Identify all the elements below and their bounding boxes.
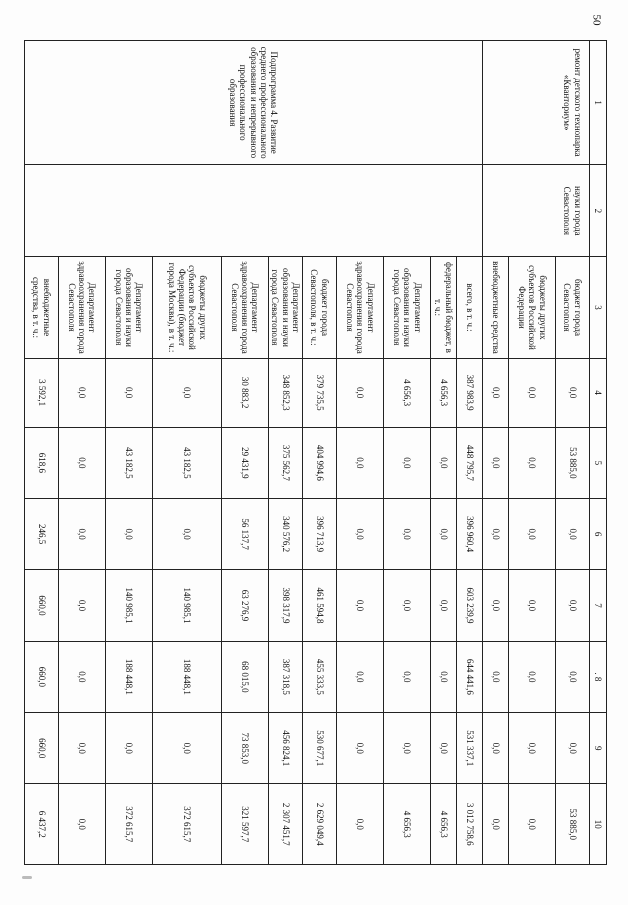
value-cell: 4 656,3 bbox=[431, 358, 457, 427]
value-cell: 0,0 bbox=[337, 427, 384, 498]
value-cell: 0,0 bbox=[105, 499, 152, 570]
value-cell: 0,0 bbox=[337, 641, 384, 712]
value-cell: 0,0 bbox=[483, 570, 509, 641]
source-cell: бюджеты других субъектов Российской Федерации bbox=[509, 257, 556, 358]
value-cell: 0,0 bbox=[58, 784, 105, 865]
value-cell: 0,0 bbox=[152, 713, 221, 784]
value-cell: 4 656,3 bbox=[384, 784, 431, 865]
table-row bbox=[556, 41, 590, 865]
value-cell: 0,0 bbox=[152, 358, 221, 427]
value-cell: 455 333,5 bbox=[303, 641, 337, 712]
table-row bbox=[483, 41, 509, 865]
value-cell: 0,0 bbox=[384, 641, 431, 712]
value-cell: 0,0 bbox=[431, 499, 457, 570]
value-cell: 2 307 451,7 bbox=[268, 784, 302, 865]
value-cell: 0,0 bbox=[509, 713, 556, 784]
value-cell: 660,0 bbox=[24, 713, 58, 784]
value-cell: 0,0 bbox=[384, 427, 431, 498]
value-cell: 603 239,9 bbox=[457, 570, 483, 641]
value-cell: 246,5 bbox=[24, 499, 58, 570]
value-cell: 0,0 bbox=[483, 641, 509, 712]
value-cell: 375 562,7 bbox=[268, 427, 302, 498]
value-cell: 140 985,1 bbox=[105, 570, 152, 641]
source-cell: Департамент здравоохранения города Севастополя bbox=[337, 257, 384, 358]
value-cell: 0,0 bbox=[509, 784, 556, 865]
value-cell: 379 735,5 bbox=[303, 358, 337, 427]
col-header-2: 2 bbox=[590, 165, 607, 257]
value-cell: 0,0 bbox=[431, 713, 457, 784]
header-row bbox=[590, 41, 607, 865]
value-cell: 56 137,7 bbox=[221, 499, 268, 570]
source-cell: внебюджетные средства bbox=[483, 257, 509, 358]
value-cell: 53 885,0 bbox=[556, 427, 590, 498]
value-cell: 0,0 bbox=[483, 427, 509, 498]
value-cell: 461 594,8 bbox=[303, 570, 337, 641]
value-cell: 0,0 bbox=[337, 570, 384, 641]
executor-cell: науки города Севастополя bbox=[556, 165, 590, 257]
col-header-5: 5 bbox=[590, 427, 607, 498]
source-cell: Департамент образования и науки города Севастополя bbox=[384, 257, 431, 358]
value-cell: 372 615,7 bbox=[105, 784, 152, 865]
budget-table bbox=[24, 40, 607, 865]
value-cell: 43 182,5 bbox=[105, 427, 152, 498]
value-cell: 448 795,7 bbox=[457, 427, 483, 498]
value-cell: 531 337,1 bbox=[457, 713, 483, 784]
scan-mark bbox=[22, 876, 32, 879]
value-cell: 396 960,4 bbox=[457, 499, 483, 570]
value-cell: 0,0 bbox=[384, 570, 431, 641]
value-cell: 0,0 bbox=[509, 570, 556, 641]
col-header-10: 10 bbox=[590, 784, 607, 865]
value-cell: 63 276,9 bbox=[221, 570, 268, 641]
value-cell: 321 597,7 bbox=[221, 784, 268, 865]
source-cell: Департамент здравоохранения города Севастополя bbox=[58, 257, 105, 358]
value-cell: 0,0 bbox=[384, 499, 431, 570]
value-cell: 0,0 bbox=[337, 713, 384, 784]
value-cell: 0,0 bbox=[337, 358, 384, 427]
source-cell: бюджет города Севастополя bbox=[556, 257, 590, 358]
source-cell: внебюджетные средства, в т. ч.: bbox=[24, 257, 58, 358]
col-header-6: 6 bbox=[590, 499, 607, 570]
value-cell: 0,0 bbox=[556, 570, 590, 641]
value-cell: 0,0 bbox=[509, 358, 556, 427]
value-cell: 396 713,9 bbox=[303, 499, 337, 570]
value-cell: 618,6 bbox=[24, 427, 58, 498]
value-cell: 30 883,2 bbox=[221, 358, 268, 427]
value-cell: 2 629 049,4 bbox=[303, 784, 337, 865]
value-cell: 188 448,1 bbox=[105, 641, 152, 712]
value-cell: 456 824,1 bbox=[268, 713, 302, 784]
col-header-1: 1 bbox=[590, 41, 607, 165]
value-cell: 4 656,3 bbox=[431, 784, 457, 865]
value-cell: 0,0 bbox=[152, 499, 221, 570]
value-cell: 0,0 bbox=[509, 427, 556, 498]
subprogram-title-cell: Подпрограмма 4. Развитие среднего профессионального образования и непрерывного профессионального образования bbox=[24, 41, 482, 165]
value-cell: 0,0 bbox=[58, 570, 105, 641]
col-header-3: 3 bbox=[590, 257, 607, 358]
value-cell: 0,0 bbox=[431, 427, 457, 498]
source-cell: Департамент образования и науки города Севастополя bbox=[268, 257, 302, 358]
source-cell: всего, в т. ч.: bbox=[457, 257, 483, 358]
table-row bbox=[509, 41, 556, 865]
value-cell: 3 592,1 bbox=[24, 358, 58, 427]
source-cell: бюджет города Севастополя, в т. ч.: bbox=[303, 257, 337, 358]
value-cell: 660,0 bbox=[24, 641, 58, 712]
page-number: 50 bbox=[590, 14, 603, 26]
value-cell: 0,0 bbox=[509, 499, 556, 570]
value-cell: 0,0 bbox=[58, 358, 105, 427]
value-cell: 0,0 bbox=[105, 713, 152, 784]
event-name-cell bbox=[509, 41, 556, 165]
value-cell: 0,0 bbox=[556, 641, 590, 712]
value-cell: 0,0 bbox=[483, 358, 509, 427]
executor-cell bbox=[509, 165, 556, 257]
value-cell: 0,0 bbox=[337, 784, 384, 865]
event-name-cell bbox=[483, 41, 509, 165]
executor-cell bbox=[24, 165, 482, 257]
value-cell: 0,0 bbox=[556, 358, 590, 427]
value-cell: 340 576,2 bbox=[268, 499, 302, 570]
rotated-page-content bbox=[31, 40, 607, 865]
value-cell: 387 983,9 bbox=[457, 358, 483, 427]
value-cell: 0,0 bbox=[58, 427, 105, 498]
col-header-7: 7 bbox=[590, 570, 607, 641]
source-cell: бюджеты других субъектов Российской Федерации (бюджет города Москвы), в т. ч.: bbox=[152, 257, 221, 358]
value-cell: 348 852,3 bbox=[268, 358, 302, 427]
executor-cell bbox=[483, 165, 509, 257]
value-cell: 0,0 bbox=[58, 499, 105, 570]
value-cell: 0,0 bbox=[58, 713, 105, 784]
value-cell: 73 853,0 bbox=[221, 713, 268, 784]
value-cell: 0,0 bbox=[556, 499, 590, 570]
value-cell: 0,0 bbox=[337, 499, 384, 570]
value-cell: 0,0 bbox=[509, 641, 556, 712]
value-cell: 0,0 bbox=[58, 641, 105, 712]
value-cell: 140 985,1 bbox=[152, 570, 221, 641]
col-header-8: . 8 bbox=[590, 641, 607, 712]
value-cell: 0,0 bbox=[105, 358, 152, 427]
value-cell: 0,0 bbox=[431, 641, 457, 712]
value-cell: 0,0 bbox=[431, 570, 457, 641]
event-name-cell: ремонт детского технопарка «Кванториум» bbox=[556, 41, 590, 165]
value-cell: 4 656,3 bbox=[384, 358, 431, 427]
value-cell: 0,0 bbox=[483, 713, 509, 784]
value-cell: 372 615,7 bbox=[152, 784, 221, 865]
value-cell: 0,0 bbox=[384, 713, 431, 784]
value-cell: 530 677,1 bbox=[303, 713, 337, 784]
col-header-9: 9 bbox=[590, 713, 607, 784]
value-cell: 0,0 bbox=[483, 499, 509, 570]
table-row bbox=[457, 41, 483, 865]
value-cell: 68 015,0 bbox=[221, 641, 268, 712]
value-cell: 644 441,6 bbox=[457, 641, 483, 712]
value-cell: 398 317,9 bbox=[268, 570, 302, 641]
value-cell: 0,0 bbox=[483, 784, 509, 865]
value-cell: 53 885,0 bbox=[556, 784, 590, 865]
value-cell: 0,0 bbox=[556, 713, 590, 784]
value-cell: 29 431,9 bbox=[221, 427, 268, 498]
value-cell: 660,0 bbox=[24, 570, 58, 641]
source-cell: федеральный бюджет, в т. ч.: bbox=[431, 257, 457, 358]
value-cell: 188 448,1 bbox=[152, 641, 221, 712]
source-cell: Департамент образования и науки города Севастополя bbox=[105, 257, 152, 358]
source-cell: Департамент здравоохранения города Севастополя bbox=[221, 257, 268, 358]
col-header-4: 4 bbox=[590, 358, 607, 427]
value-cell: 404 994,6 bbox=[303, 427, 337, 498]
value-cell: 43 182,5 bbox=[152, 427, 221, 498]
value-cell: 3 012 758,6 bbox=[457, 784, 483, 865]
value-cell: 387 318,5 bbox=[268, 641, 302, 712]
value-cell: 6 437,2 bbox=[24, 784, 58, 865]
